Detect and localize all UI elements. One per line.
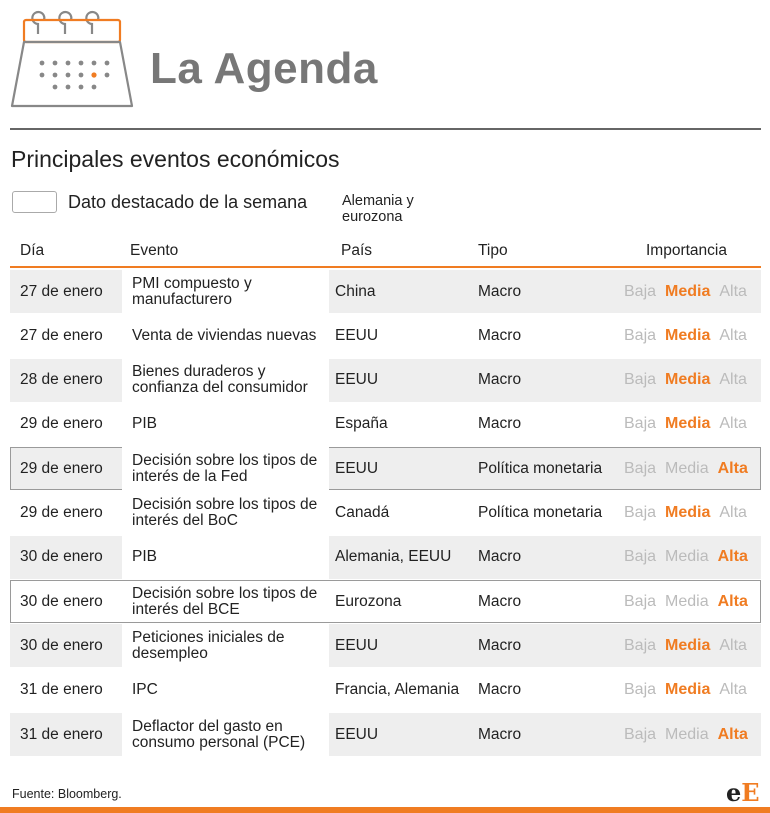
importance-alta: Alta	[719, 371, 747, 389]
table-row	[10, 270, 761, 313]
table-row	[10, 403, 761, 446]
row-type: Política monetaria	[478, 459, 603, 477]
row-type: Macro	[478, 681, 522, 699]
row-event: Decisión sobre los tipos de interés del BCE	[132, 584, 318, 618]
row-event: Decisión sobre los tipos de interés de la Fed	[122, 447, 329, 490]
importance-media: Media	[665, 415, 711, 433]
importance-media: Media	[665, 681, 711, 699]
table-row	[10, 624, 761, 667]
source-note: Fuente: Bloomberg.	[12, 787, 122, 801]
importance-alta: Alta	[717, 592, 748, 610]
table-header	[10, 238, 761, 268]
table-row	[10, 314, 761, 357]
row-date: 29 de enero	[20, 459, 103, 477]
importance-media: Media	[665, 371, 711, 389]
row-country: EEUU	[335, 725, 379, 743]
page-title: La Agenda	[150, 44, 378, 93]
importance-alta: Alta	[717, 725, 748, 743]
table-row	[10, 713, 761, 756]
row-importance	[624, 536, 748, 579]
row-importance	[624, 403, 747, 446]
row-date: 31 de enero	[20, 681, 103, 699]
row-date: 31 de enero	[20, 725, 103, 743]
row-type: Política monetaria	[478, 504, 603, 521]
row-importance	[624, 580, 748, 623]
table-row	[10, 492, 761, 535]
importance-media: Media	[665, 282, 711, 300]
importance-media: Media	[665, 459, 709, 477]
row-event: PIB	[132, 415, 157, 433]
header	[0, 0, 770, 128]
importance-alta: Alta	[719, 326, 747, 344]
row-importance	[624, 713, 748, 756]
row-type: Macro	[478, 725, 522, 743]
importance-media: Media	[665, 725, 709, 743]
row-event: PIB	[122, 536, 329, 579]
column-header-event: Evento	[130, 242, 179, 259]
row-date: 27 de enero	[20, 282, 103, 300]
legend-note: Alemania y eurozona	[342, 193, 414, 225]
row-event: Venta de viviendas nuevas	[132, 326, 317, 344]
importance-baja: Baja	[624, 415, 657, 433]
row-date: 29 de enero	[20, 504, 103, 521]
importance-alta: Alta	[717, 459, 748, 477]
importance-alta: Alta	[719, 636, 747, 654]
legend-label: Dato destacado de la semana	[68, 192, 308, 212]
importance-baja: Baja	[624, 725, 657, 743]
importance-media: Media	[665, 592, 709, 610]
row-importance	[624, 492, 747, 535]
row-date: 30 de enero	[20, 592, 103, 610]
row-date: 30 de enero	[20, 636, 103, 654]
row-importance	[624, 447, 748, 490]
importance-baja: Baja	[624, 636, 657, 654]
row-date: 30 de enero	[20, 548, 103, 566]
importance-baja: Baja	[624, 504, 657, 521]
table-row	[10, 447, 761, 490]
importance-alta: Alta	[719, 282, 747, 300]
row-type: Macro	[478, 548, 522, 566]
row-type: Macro	[478, 415, 522, 433]
importance-alta: Alta	[719, 504, 747, 521]
row-importance	[624, 624, 747, 667]
row-type: Macro	[478, 636, 522, 654]
row-type: Macro	[478, 282, 522, 300]
row-country: España	[335, 415, 388, 433]
header-divider	[10, 128, 761, 130]
row-country: EEUU	[335, 636, 379, 654]
row-event: IPC	[132, 681, 158, 699]
row-event: Decisión sobre los tipos de interés del BoC	[132, 496, 318, 529]
table-row	[10, 580, 761, 623]
importance-alta: Alta	[719, 415, 747, 433]
row-importance	[624, 314, 747, 357]
row-country: Eurozona	[335, 592, 402, 610]
row-date: 27 de enero	[20, 326, 103, 344]
row-importance	[624, 359, 747, 402]
importance-baja: Baja	[624, 371, 657, 389]
logo-letter-E: E	[741, 778, 760, 807]
legend-highlight-swatch	[12, 191, 57, 213]
row-event: Deflactor del gasto en consumo personal (PCE)	[122, 713, 329, 756]
column-header-importance: Importancia	[646, 242, 727, 259]
importance-baja: Baja	[624, 548, 657, 566]
row-country: EEUU	[335, 371, 379, 389]
row-country: EEUU	[335, 459, 379, 477]
row-type: Macro	[478, 371, 522, 389]
row-country: Francia, Alemania	[335, 681, 460, 699]
logo-letter-e: e	[726, 778, 742, 807]
importance-baja: Baja	[624, 592, 657, 610]
importance-media: Media	[665, 548, 709, 566]
row-country: China	[335, 282, 376, 300]
subtitle: Principales eventos económicos	[11, 146, 340, 172]
row-date: 29 de enero	[20, 415, 103, 433]
calendar-icon	[8, 8, 136, 110]
row-event: Peticiones iniciales de desempleo	[122, 624, 329, 667]
column-header-type: Tipo	[478, 242, 508, 259]
row-country: EEUU	[335, 326, 379, 344]
row-type: Macro	[478, 592, 522, 610]
importance-baja: Baja	[624, 459, 657, 477]
table-row	[10, 669, 761, 712]
table-row	[10, 536, 761, 579]
row-importance	[624, 270, 747, 313]
row-type: Macro	[478, 326, 522, 344]
footer-accent-bar	[0, 807, 770, 813]
row-event: PMI compuesto y manufacturero	[122, 270, 329, 313]
importance-media: Media	[665, 504, 711, 521]
importance-alta: Alta	[719, 681, 747, 699]
column-header-day: Día	[20, 242, 45, 259]
row-event: Bienes duraderos y confianza del consumidor	[122, 359, 329, 402]
importance-baja: Baja	[624, 681, 657, 699]
importance-baja: Baja	[624, 326, 657, 344]
row-importance	[624, 669, 747, 712]
brand-logo	[726, 778, 760, 807]
importance-media: Media	[665, 636, 711, 654]
row-country: Alemania, EEUU	[335, 548, 452, 566]
importance-media: Media	[665, 326, 711, 344]
row-country: Canadá	[335, 504, 390, 521]
importance-baja: Baja	[624, 282, 657, 300]
column-header-country: País	[341, 242, 373, 259]
row-date: 28 de enero	[20, 371, 103, 389]
importance-alta: Alta	[717, 548, 748, 566]
table-row	[10, 359, 761, 402]
